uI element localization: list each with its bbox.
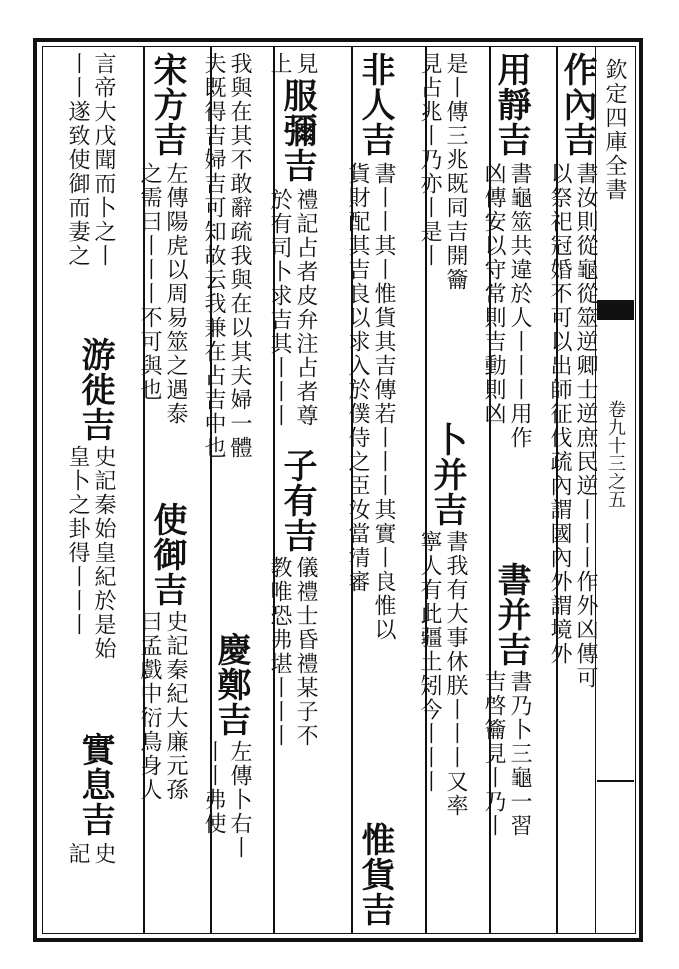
text-column-4: [345, 52, 414, 932]
entry-heading: 使御吉: [147, 502, 187, 607]
text-column-6: [201, 52, 270, 932]
commentary-text: 書丨丨其丨惟貨其吉傳若丨丨丨其實丨良惟以: [371, 162, 396, 642]
commentary-text: 史記秦紀大廉元孫: [163, 610, 188, 802]
commentary-text: 貨財配其吉良以求入於僕侍之臣汝當清審: [345, 162, 370, 594]
commentary-text: 見: [293, 52, 318, 76]
margin-volume-label: 卷九十三之五: [605, 400, 626, 508]
entry-heading: 非人吉: [355, 52, 395, 157]
entry-heading: 慶鄭吉: [211, 632, 251, 737]
commentary-text: 書我有大事休朕丨丨丨又率: [443, 530, 468, 818]
commentary-text: 我與在其不敢辭疏我與在以其夫婦一體: [227, 52, 252, 460]
commentary-text: 儀禮士昏禮某子不: [293, 556, 318, 748]
commentary-text: 言帝大戊聞而卜之丨: [91, 52, 116, 268]
text-column-7: [137, 52, 206, 932]
commentary-text: 教唯恐弗堪丨丨丨: [267, 556, 292, 748]
entry-heading: 卜并吉: [427, 422, 467, 527]
commentary-text: 史記秦始皇紀於是始: [91, 445, 116, 661]
entry-heading: 作內吉: [557, 52, 597, 157]
commentary-text: 於有司卜求吉其丨丨丨: [267, 188, 292, 428]
margin-book-title: 欽定四庫全書: [602, 58, 627, 202]
commentary-text: 見占兆丨乃亦丨是丨: [417, 52, 442, 268]
commentary-text: 書乃卜三龜一習: [507, 670, 532, 838]
commentary-text: 左傳陽虎以周易筮之遇泰: [163, 162, 188, 426]
text-column-3: [417, 52, 486, 932]
entry-heading: 書并吉: [491, 562, 531, 667]
entry-heading: 宋方吉: [147, 52, 187, 157]
entry-heading: 游徙吉: [75, 337, 115, 442]
commentary-text: 凶傳安以守常則吉動則凶: [481, 162, 506, 426]
text-column-8: [65, 52, 134, 932]
entry-heading: 子有吉: [277, 448, 317, 553]
commentary-text: 吉啓籥見丨乃丨: [481, 670, 506, 838]
commentary-text: 書龜筮共違於人丨丨丨用作: [507, 162, 532, 450]
commentary-text: 寧人有此疆土矧今丨丨丨: [417, 530, 442, 794]
entry-heading: 惟貨吉: [355, 822, 395, 927]
entry-heading: 實息吉: [75, 732, 115, 837]
text-column-1: [547, 52, 616, 932]
text-column-2: [481, 52, 550, 932]
commentary-text: 之需曰丨丨丨不可與也: [137, 162, 162, 402]
commentary-text: 夫既得吉婦吉可知故云我兼在占吉中也: [201, 52, 226, 460]
column-divider: [273, 46, 275, 934]
text-column-5: [267, 52, 336, 932]
commentary-text: 丨丨遂致使御而妻之: [65, 52, 90, 268]
commentary-text: 以祭祀冠婚不可以出師征伐疏內謂國內外謂境外: [547, 162, 572, 666]
commentary-text: 禮記占者皮弁注占者尊: [293, 188, 318, 428]
commentary-text: 史: [91, 842, 116, 866]
commentary-text: 左傳卜右丨: [227, 740, 252, 860]
commentary-text: 記: [65, 842, 90, 866]
commentary-text: 丨丨弗使: [201, 740, 226, 836]
commentary-text: 曰孟戲中衍鳥身人: [137, 610, 162, 802]
entry-heading: 用靜吉: [491, 52, 531, 157]
commentary-text: 皇卜之卦得丨丨丨: [65, 445, 90, 637]
entry-heading: 服彌吉: [277, 78, 317, 183]
commentary-text: 書汝則從龜從筮逆卿士逆庶民逆丨丨丨作外凶傳可: [573, 162, 598, 690]
commentary-text: 上: [267, 52, 292, 76]
commentary-text: 是丨傳三兆既同吉開籥: [443, 52, 468, 292]
